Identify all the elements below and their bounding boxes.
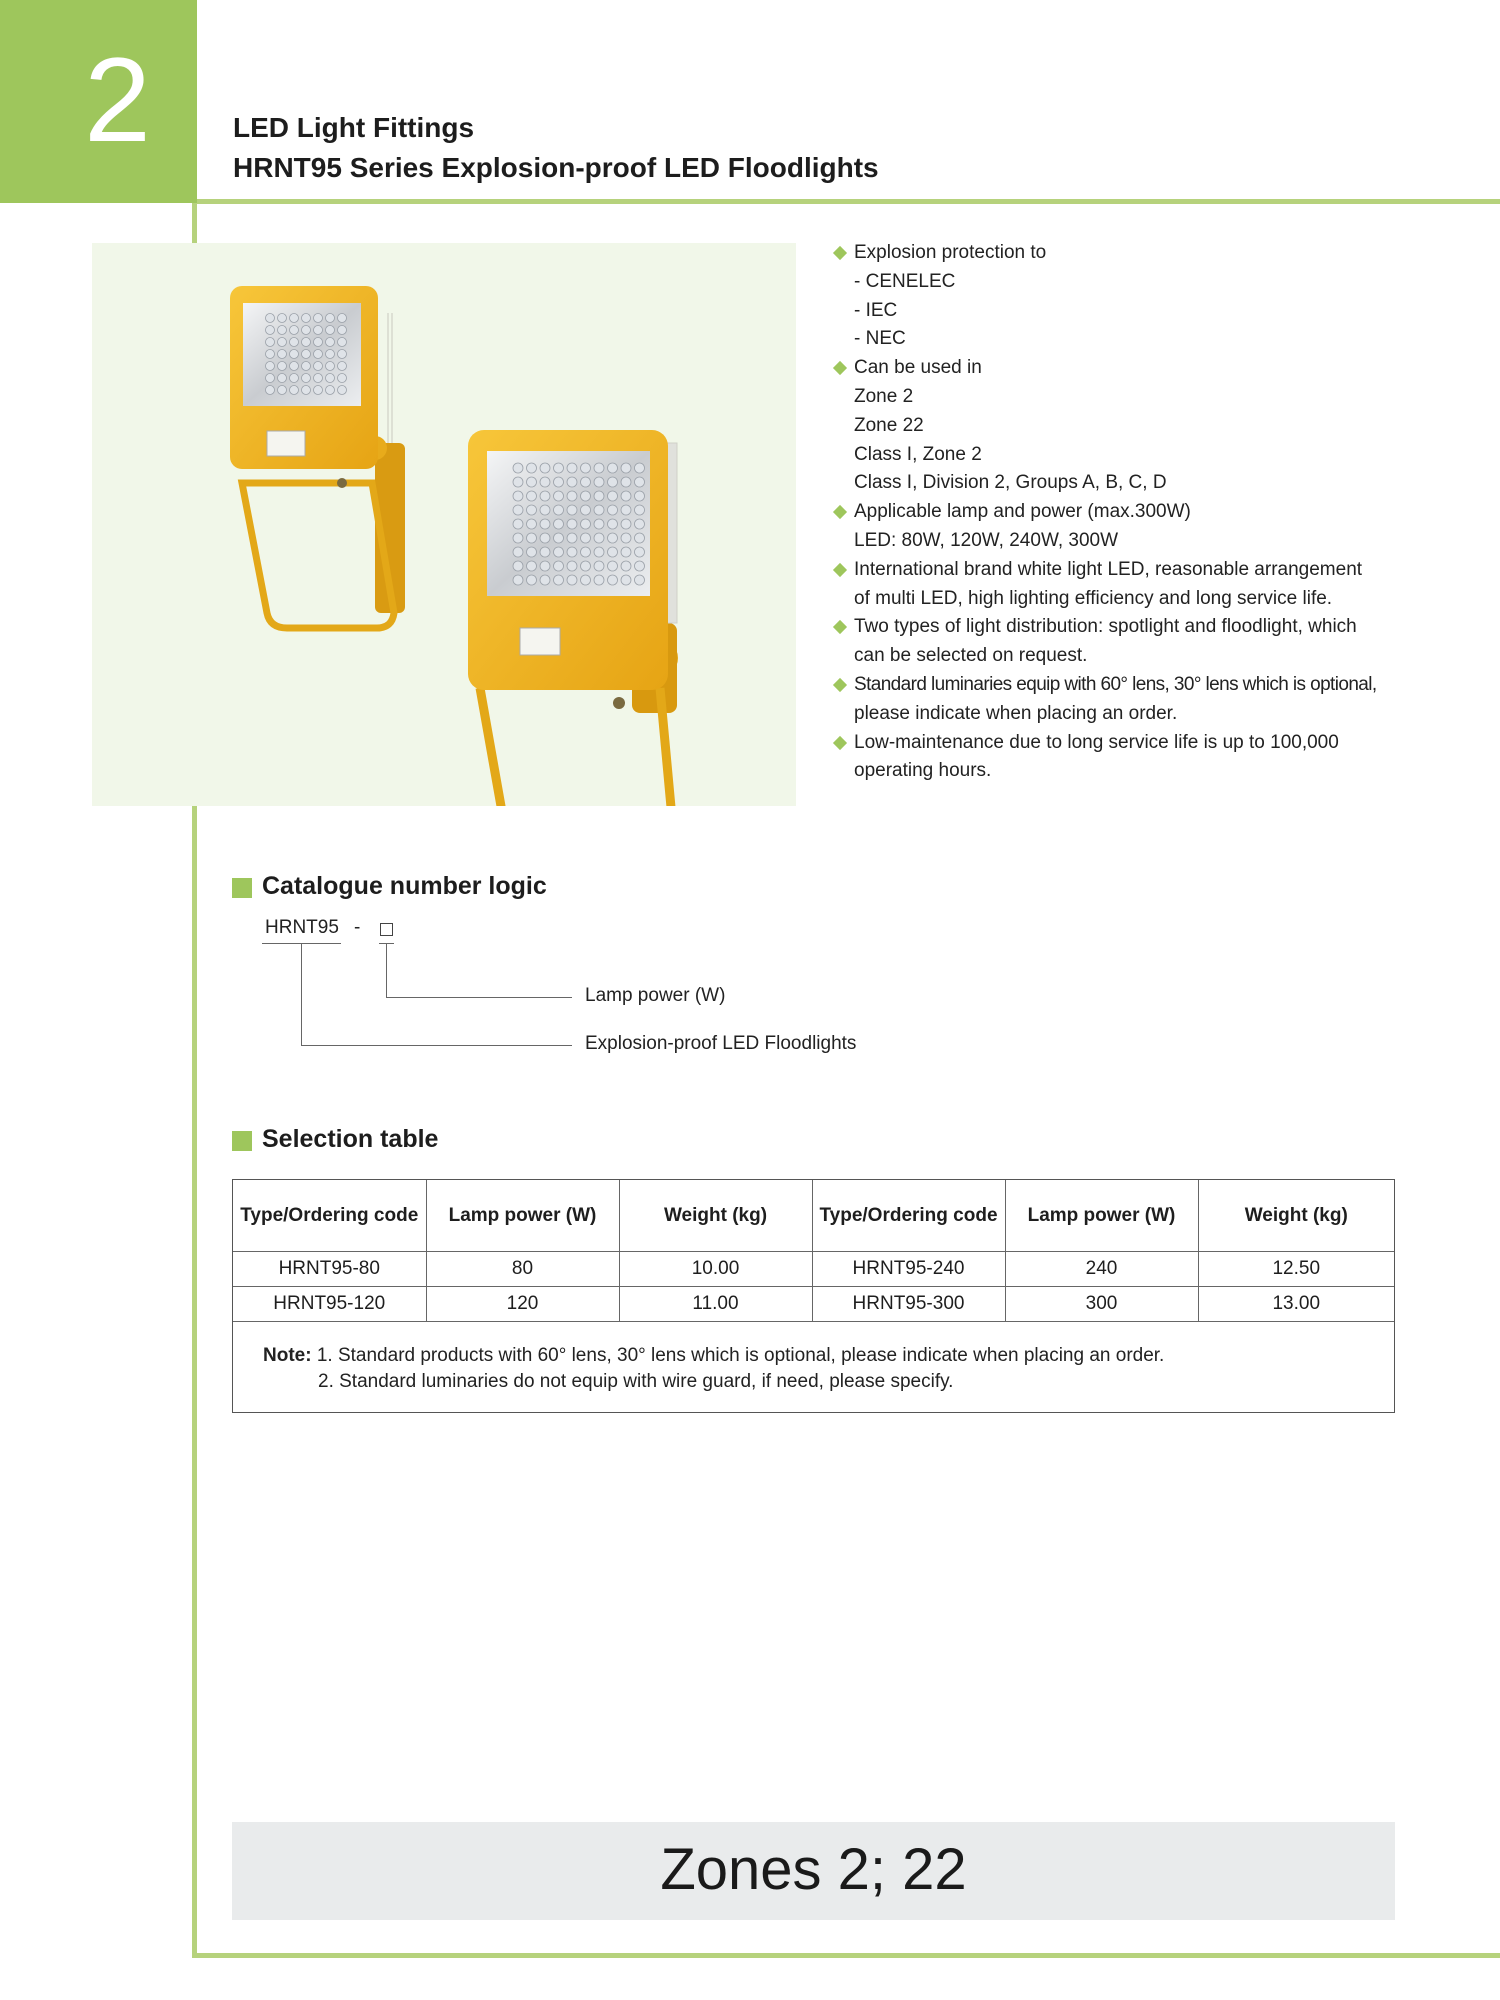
section-title: LED Light Fittings (233, 112, 475, 143)
feature-subitem: - CENELEC (854, 270, 956, 292)
column-header: Lamp power (W) (426, 1180, 619, 1252)
led-dot (290, 314, 299, 323)
led-dot (314, 326, 323, 335)
led-dot (302, 314, 311, 323)
table-cell: 300 (1005, 1287, 1198, 1322)
led-dot (266, 362, 275, 371)
table-cell: 240 (1005, 1252, 1198, 1287)
led-dot (540, 561, 550, 571)
feature-line: can be selected on request. (854, 645, 1088, 667)
chapter-number: 2 (84, 33, 151, 167)
feature-item (832, 671, 1412, 700)
led-dot (302, 374, 311, 383)
feature-subitem: - NEC (854, 328, 906, 350)
floodlight-large-illustration (468, 430, 678, 806)
led-dot (540, 477, 550, 487)
led-dot (290, 326, 299, 335)
led-dot (554, 505, 564, 515)
feature-line: International brand white light LED, reasonable arrangement (854, 558, 1363, 580)
feature-subitem: - IEC (854, 299, 898, 321)
zones-text: Zones 2; 22 (660, 1837, 967, 1902)
feature-item (832, 613, 1412, 642)
led-dot (527, 561, 537, 571)
led-dot (635, 561, 645, 571)
feature-item (832, 239, 1412, 268)
led-dot (594, 519, 604, 529)
led-dot (635, 519, 645, 529)
led-dot (608, 547, 618, 557)
header-rule (197, 199, 1500, 204)
column-header: Type/Ordering code (812, 1180, 1005, 1252)
led-dot (554, 547, 564, 557)
feature-subitem: Class I, Division 2, Groups A, B, C, D (854, 472, 1167, 494)
led-dot (621, 505, 631, 515)
feature-subitem: Zone 22 (854, 414, 924, 436)
led-dot (302, 338, 311, 347)
diamond-bullet-icon (833, 678, 847, 692)
led-dot (326, 314, 335, 323)
led-dot (527, 547, 537, 557)
led-dot (527, 491, 537, 501)
table-cell: HRNT95-240 (812, 1252, 1005, 1287)
led-dot (554, 491, 564, 501)
catalogue-heading: Catalogue number logic (262, 872, 547, 900)
connector-line (386, 997, 572, 998)
lamp-power-label: Lamp power (W) (585, 985, 726, 1006)
led-dot (621, 547, 631, 557)
feature-line: please indicate when placing an order. (854, 702, 1178, 724)
diamond-bullet-icon (833, 563, 847, 577)
led-dot (527, 505, 537, 515)
feature-line: Two types of light distribution: spotlight and floodlight, which (854, 616, 1357, 638)
led-dot (540, 491, 550, 501)
column-header: Lamp power (W) (1005, 1180, 1198, 1252)
led-dot (594, 547, 604, 557)
feature-line: of multi LED, high lighting efficiency and long service life. (854, 587, 1333, 609)
led-dot (266, 314, 275, 323)
catalogue-code-prefix: HRNT95 (265, 917, 339, 938)
led-dot (266, 338, 275, 347)
led-dot (635, 533, 645, 543)
led-dot (581, 561, 591, 571)
table-cell: HRNT95-300 (812, 1287, 1005, 1322)
led-dot (554, 463, 564, 473)
led-dot (278, 326, 287, 335)
led-dot (266, 326, 275, 335)
led-dot (338, 350, 347, 359)
led-dot (338, 386, 347, 395)
led-dot (302, 362, 311, 371)
led-dot (527, 575, 537, 585)
led-dot (635, 491, 645, 501)
feature-subitem: Zone 2 (854, 385, 914, 407)
placeholder-box-icon (380, 923, 393, 936)
led-dot (567, 505, 577, 515)
led-dot (290, 374, 299, 383)
table-cell: HRNT95-80 (233, 1252, 426, 1287)
led-dot (302, 386, 311, 395)
catalogue-diagram (262, 912, 902, 1062)
catalogue-dash: - (354, 917, 361, 938)
led-dot (513, 575, 523, 585)
led-dot (594, 477, 604, 487)
led-dot (594, 575, 604, 585)
led-dot (621, 575, 631, 585)
led-dot (513, 463, 523, 473)
led-dot (302, 326, 311, 335)
column-header: Weight (kg) (619, 1180, 812, 1252)
led-dot (527, 533, 537, 543)
feature-title: Explosion protection to (854, 242, 1047, 263)
section-square-icon (232, 1131, 252, 1151)
led-dot (581, 575, 591, 585)
led-dot (608, 505, 618, 515)
led-dot (314, 386, 323, 395)
led-dot (338, 338, 347, 347)
feature-line: operating hours. (854, 760, 992, 782)
led-dot (326, 362, 335, 371)
table-note (263, 1343, 1164, 1395)
table-cell: 80 (426, 1252, 619, 1287)
led-dot (513, 533, 523, 543)
led-dot (621, 519, 631, 529)
led-dot (621, 561, 631, 571)
led-dot (594, 491, 604, 501)
diamond-bullet-icon (833, 246, 847, 260)
connector-line (301, 1045, 572, 1046)
feature-title: Applicable lamp and power (max.300W) (854, 501, 1191, 523)
table-row (233, 1287, 1394, 1322)
bottom-rule (192, 1953, 1500, 1958)
led-dot (581, 491, 591, 501)
table-cell: 120 (426, 1287, 619, 1322)
led-dot (635, 547, 645, 557)
led-dot (278, 374, 287, 383)
led-dot (266, 350, 275, 359)
diamond-bullet-icon (833, 361, 847, 375)
led-dot (594, 533, 604, 543)
led-dot (581, 533, 591, 543)
feature-title: Can be used in (854, 357, 982, 379)
table-cell: 11.00 (619, 1287, 812, 1322)
led-dot (278, 362, 287, 371)
led-dot (314, 350, 323, 359)
led-dot (513, 477, 523, 487)
feature-item (832, 729, 1412, 758)
feature-item (832, 354, 1412, 383)
led-dot (278, 386, 287, 395)
led-dot (290, 338, 299, 347)
led-dot (314, 362, 323, 371)
feature-list (832, 239, 1412, 786)
note-line: 2. Standard luminaries do not equip with wire guard, if need, please specify. (318, 1371, 954, 1392)
led-dot (540, 519, 550, 529)
diamond-bullet-icon (833, 505, 847, 519)
led-dot (326, 350, 335, 359)
led-dot (621, 463, 631, 473)
led-dot (621, 533, 631, 543)
led-dot (635, 505, 645, 515)
column-header: Weight (kg) (1198, 1180, 1394, 1252)
feature-item (832, 498, 1412, 527)
led-dot (278, 350, 287, 359)
led-dot (567, 463, 577, 473)
led-dot (326, 374, 335, 383)
led-dot (608, 575, 618, 585)
table-header-row (233, 1180, 1394, 1252)
led-dot (314, 314, 323, 323)
table-cell: 13.00 (1198, 1287, 1394, 1322)
feature-line: Standard luminaries equip with 60° lens, 30° lens which is optional, (854, 673, 1377, 695)
led-dot (554, 477, 564, 487)
led-dot (540, 575, 550, 585)
led-dot (540, 505, 550, 515)
feature-line: Low-maintenance due to long service life is up to 100,000 (854, 731, 1339, 753)
feature-subitem: LED: 80W, 120W, 240W, 300W (854, 529, 1119, 551)
led-dot (567, 547, 577, 557)
led-dot (513, 561, 523, 571)
led-dot (540, 533, 550, 543)
note-line: 1. Standard products with 60° lens, 30° lens which is optional, please indicate when placing an order. (316, 1345, 1165, 1366)
feature-item (832, 556, 1412, 585)
led-dot (302, 350, 311, 359)
table-row (233, 1252, 1394, 1287)
led-dot (290, 362, 299, 371)
diamond-bullet-icon (833, 620, 847, 634)
led-dot (290, 350, 299, 359)
product-photo (92, 243, 796, 806)
led-dot (338, 314, 347, 323)
led-dot (581, 519, 591, 529)
led-dot (567, 491, 577, 501)
led-dot (326, 338, 335, 347)
led-dot (554, 533, 564, 543)
product-label: Explosion-proof LED Floodlights (585, 1033, 857, 1054)
led-dot (621, 477, 631, 487)
led-dot (278, 314, 287, 323)
connector-line (301, 944, 302, 1045)
led-dot (594, 505, 604, 515)
led-dot (567, 533, 577, 543)
led-dot (527, 477, 537, 487)
led-dot (567, 519, 577, 529)
floodlight-small-illustration (230, 286, 405, 628)
led-dot (581, 505, 591, 515)
led-dot (338, 374, 347, 383)
led-dot (554, 561, 564, 571)
led-dot (314, 338, 323, 347)
led-dot (266, 374, 275, 383)
led-dot (540, 547, 550, 557)
selection-table (232, 1179, 1395, 1413)
led-dot (338, 362, 347, 371)
led-dot (338, 326, 347, 335)
led-dot (608, 561, 618, 571)
led-dot (326, 386, 335, 395)
led-dot (621, 491, 631, 501)
led-dot (608, 519, 618, 529)
led-dot (513, 519, 523, 529)
table-cell: HRNT95-120 (233, 1287, 426, 1322)
led-dot (290, 386, 299, 395)
led-dot (527, 463, 537, 473)
led-dot (540, 463, 550, 473)
led-dot (567, 477, 577, 487)
led-dot (554, 519, 564, 529)
led-dot (278, 338, 287, 347)
led-dot (581, 463, 591, 473)
led-dot (567, 561, 577, 571)
led-dot (567, 575, 577, 585)
led-dot (608, 477, 618, 487)
led-dot (513, 505, 523, 515)
led-dot (513, 547, 523, 557)
selection-heading: Selection table (262, 1125, 439, 1153)
led-dot (635, 575, 645, 585)
led-dot (635, 477, 645, 487)
led-dot (513, 491, 523, 501)
connector-line (386, 944, 387, 997)
product-title: HRNT95 Series Explosion-proof LED Floodlights (233, 152, 879, 183)
section-square-icon (232, 878, 252, 898)
led-dot (527, 519, 537, 529)
led-dot (581, 477, 591, 487)
led-dot (266, 386, 275, 395)
feature-subitem: Class I, Zone 2 (854, 443, 982, 465)
led-dot (608, 463, 618, 473)
note-label: Note: (263, 1345, 312, 1366)
led-dot (608, 491, 618, 501)
led-dot (581, 547, 591, 557)
led-dot (594, 463, 604, 473)
column-header: Type/Ordering code (233, 1180, 426, 1252)
led-dot (314, 374, 323, 383)
led-dot (635, 463, 645, 473)
led-dot (608, 533, 618, 543)
led-dot (594, 561, 604, 571)
table-cell: 12.50 (1198, 1252, 1394, 1287)
diamond-bullet-icon (833, 735, 847, 749)
table-cell: 10.00 (619, 1252, 812, 1287)
led-dot (554, 575, 564, 585)
led-dot (326, 326, 335, 335)
